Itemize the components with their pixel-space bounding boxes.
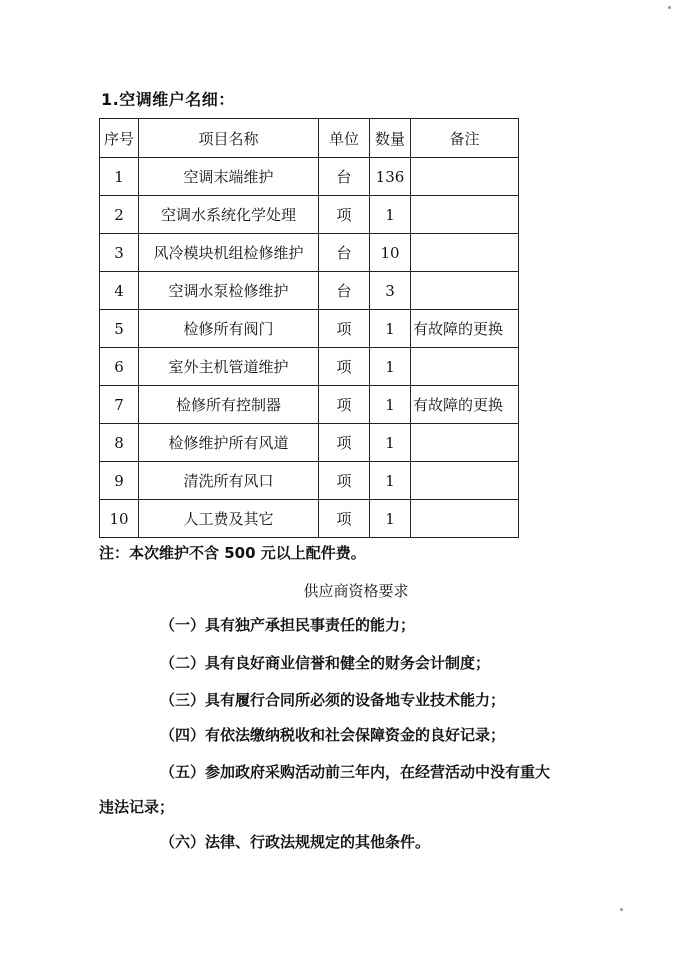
cell-seq: 7 bbox=[100, 386, 139, 424]
header-remark: 备注 bbox=[411, 119, 519, 158]
header-qty: 数量 bbox=[370, 119, 411, 158]
requirement-6: （六）法律、行政法规规定的其他条件。 bbox=[160, 833, 431, 851]
table-header-row bbox=[100, 119, 519, 158]
scan-speck bbox=[620, 908, 623, 911]
cell-remark bbox=[411, 272, 519, 310]
table-row bbox=[100, 348, 519, 386]
requirement-2: （二）具有良好商业信誉和健全的财务会计制度； bbox=[160, 654, 491, 672]
cell-remark: 有故障的更换 bbox=[411, 386, 519, 424]
cell-qty: 10 bbox=[370, 234, 411, 272]
cell-name: 空调末端维护 bbox=[139, 158, 319, 196]
cell-name: 空调水泵检修维护 bbox=[139, 272, 319, 310]
requirement-5-continued: 违法记录； bbox=[99, 798, 175, 816]
table-row bbox=[100, 500, 519, 538]
requirement-1: （一）具有独产承担民事责任的能力； bbox=[160, 616, 416, 634]
scan-speck bbox=[668, 6, 671, 9]
cell-name: 风冷模块机组检修维护 bbox=[139, 234, 319, 272]
table-row bbox=[100, 462, 519, 500]
cell-remark bbox=[411, 462, 519, 500]
requirement-4: （四）有依法缴纳税收和社会保障资金的良好记录； bbox=[160, 726, 506, 744]
cell-unit: 台 bbox=[319, 158, 370, 196]
cell-unit: 项 bbox=[319, 348, 370, 386]
cell-seq: 8 bbox=[100, 424, 139, 462]
cell-qty: 1 bbox=[370, 386, 411, 424]
cell-seq: 9 bbox=[100, 462, 139, 500]
table-row bbox=[100, 310, 519, 348]
cell-remark bbox=[411, 158, 519, 196]
section-title: 1.空调维户名细： bbox=[101, 90, 235, 109]
table-row bbox=[100, 386, 519, 424]
cell-unit: 项 bbox=[319, 500, 370, 538]
header-unit: 单位 bbox=[319, 119, 370, 158]
table-row bbox=[100, 272, 519, 310]
cell-qty: 136 bbox=[370, 158, 411, 196]
cell-remark bbox=[411, 424, 519, 462]
cell-unit: 项 bbox=[319, 424, 370, 462]
cell-qty: 1 bbox=[370, 424, 411, 462]
cell-name: 室外主机管道维护 bbox=[139, 348, 319, 386]
cell-seq: 1 bbox=[100, 158, 139, 196]
cell-unit: 项 bbox=[319, 310, 370, 348]
cell-remark bbox=[411, 348, 519, 386]
cell-unit: 项 bbox=[319, 196, 370, 234]
requirement-3: （三）具有履行合同所必须的设备地专业技术能力； bbox=[160, 691, 506, 709]
requirement-5: （五）参加政府采购活动前三年内，在经营活动中没有重大 bbox=[160, 763, 551, 781]
cell-seq: 10 bbox=[100, 500, 139, 538]
requirements-title: 供应商资格要求 bbox=[303, 582, 409, 600]
cell-remark bbox=[411, 500, 519, 538]
cell-name: 人工费及其它 bbox=[139, 500, 319, 538]
cell-seq: 6 bbox=[100, 348, 139, 386]
cell-name: 检修维护所有风道 bbox=[139, 424, 319, 462]
cell-qty: 1 bbox=[370, 310, 411, 348]
table-note: 注：本次维护不含 500 元以上配件费。 bbox=[99, 544, 366, 562]
cell-name: 清洗所有风口 bbox=[139, 462, 319, 500]
cell-remark bbox=[411, 234, 519, 272]
cell-seq: 3 bbox=[100, 234, 139, 272]
cell-qty: 3 bbox=[370, 272, 411, 310]
cell-remark: 有故障的更换 bbox=[411, 310, 519, 348]
table-row bbox=[100, 234, 519, 272]
cell-name: 检修所有阀门 bbox=[139, 310, 319, 348]
cell-unit: 台 bbox=[319, 234, 370, 272]
cell-name: 空调水系统化学处理 bbox=[139, 196, 319, 234]
cell-qty: 1 bbox=[370, 348, 411, 386]
cell-unit: 台 bbox=[319, 272, 370, 310]
cell-remark bbox=[411, 196, 519, 234]
table-row bbox=[100, 424, 519, 462]
cell-qty: 1 bbox=[370, 196, 411, 234]
header-name: 项目名称 bbox=[139, 119, 319, 158]
cell-unit: 项 bbox=[319, 386, 370, 424]
cell-qty: 1 bbox=[370, 462, 411, 500]
cell-seq: 5 bbox=[100, 310, 139, 348]
cell-qty: 1 bbox=[370, 500, 411, 538]
cell-seq: 4 bbox=[100, 272, 139, 310]
maintenance-items-table bbox=[99, 118, 519, 538]
cell-name: 检修所有控制器 bbox=[139, 386, 319, 424]
cell-unit: 项 bbox=[319, 462, 370, 500]
table-row bbox=[100, 158, 519, 196]
header-seq: 序号 bbox=[100, 119, 139, 158]
cell-seq: 2 bbox=[100, 196, 139, 234]
table-row bbox=[100, 196, 519, 234]
